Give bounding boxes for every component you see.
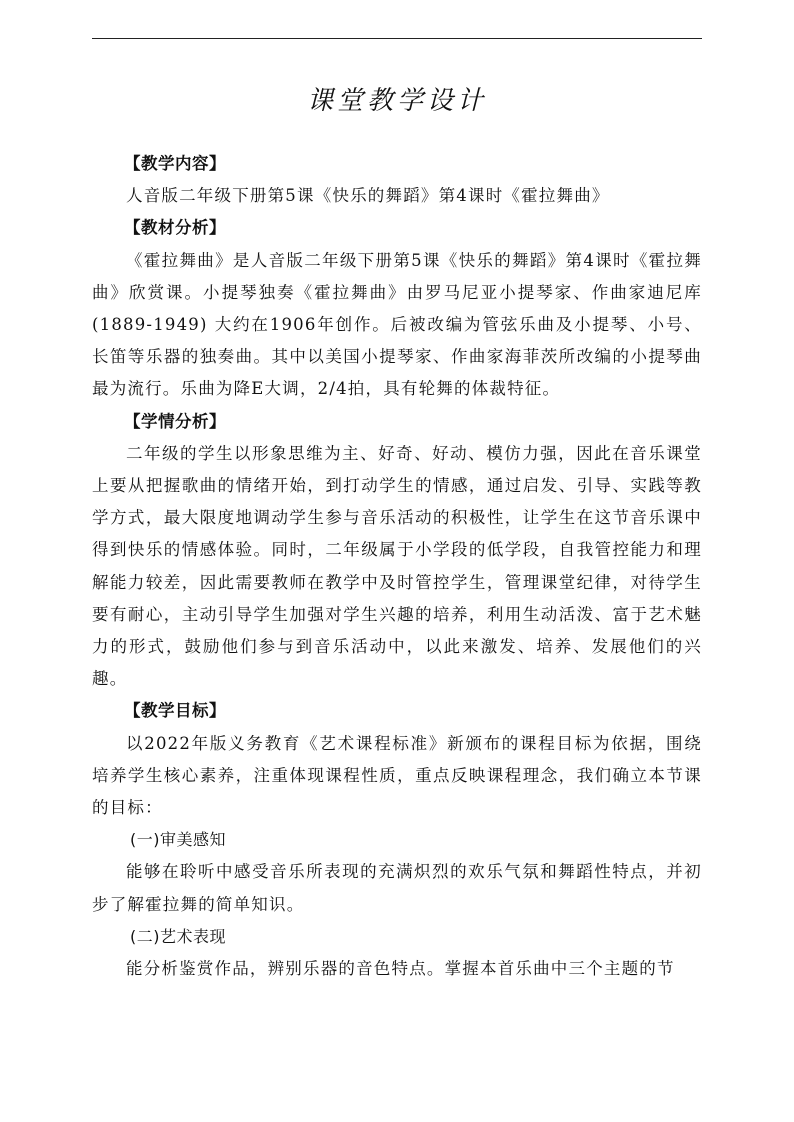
section-paragraph: 以2022年版义务教育《艺术课程标准》新颁布的课程目标为依据，围绕培养学生核心素养，注重体现课程性质，重点反映课程理念，我们确立本节课的目标： <box>92 733 702 818</box>
section-paragraph: 二年级的学生以形象思维为主、好奇、好动、模仿力强，因此在音乐课堂上要从把握歌曲的情绪开始，到打动学生的情感，通过启发、引导、实践等教学方式，最大限度地调动学生参与音乐活动的积极性，让学生在这节音乐课中得到快乐的情感体验。同时，二年级属于小学段的低学段，自我管控能力和理解能力较差，因此需要教师在教学中及时管控学生，管理课堂纪律，对待学生要有耐心，主动引导学生加强对学生兴趣的培养，利用生动活泼、富于艺术魅力的形式，鼓励他们参与到音乐活动中，以此来激发、培养、发展他们的兴趣。 <box>92 443 702 689</box>
section-heading-goals: 【教学目标】 <box>124 701 226 721</box>
section-heading-students: 【学情分析】 <box>124 411 226 431</box>
document-body <box>92 148 702 985</box>
header-rule <box>92 38 702 39</box>
section-paragraph: 人音版二年级下册第5课《快乐的舞蹈》第4课时《霍拉舞曲》 <box>126 186 610 206</box>
goal-subheading-expression: (二)艺术表现 <box>130 926 226 946</box>
section-paragraph: 《霍拉舞曲》是人音版二年级下册第5课《快乐的舞蹈》第4课时《霍拉舞曲》欣赏课。小提琴独奏《霍拉舞曲》由罗马尼亚小提琴家、作曲家迪尼库(1889-1949) 大约在1906年创作。后被改编为管弦乐曲及小提琴、小号、长笛等乐器的独奏曲。其中以美国小提琴家、作曲家海菲茨所改编的小提琴曲最为流行。乐曲为降E大调，2/4拍，具有轮舞的体裁特征。 <box>92 250 702 399</box>
goal-paragraph: 能分析鉴赏作品，辨别乐器的音色特点。掌握本首乐曲中三个主题的节 <box>126 959 675 979</box>
goal-subheading-aesthetic: (一)审美感知 <box>130 830 226 850</box>
section-heading-content: 【教学内容】 <box>124 154 226 173</box>
document-title: 课堂教学设计 <box>306 86 487 116</box>
section-heading-material: 【教材分析】 <box>124 218 226 238</box>
goal-paragraph: 能够在聆听中感受音乐所表现的充满炽烈的欢乐气氛和舞蹈性特点，并初步了解霍拉舞的简单知识。 <box>92 862 702 914</box>
